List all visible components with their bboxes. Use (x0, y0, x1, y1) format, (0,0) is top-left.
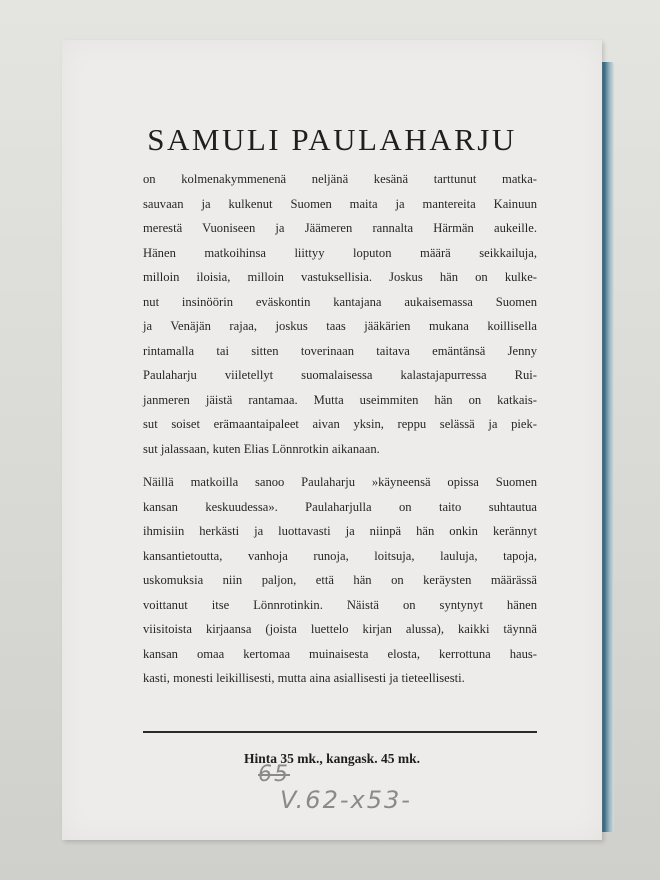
text-line: voittanut itse Lönnrotinkin. Näistä on syntynyt hänen (143, 597, 537, 612)
text-line: kansan keskuudessa». Paulaharjulla on taito suhtautua (143, 499, 537, 514)
pencil-note-code: V.62-x53- (280, 786, 412, 814)
text-line: sut soiset erämaantaipaleet aivan yksin, reppu selässä ja piek- (143, 417, 537, 431)
book-back-cover (62, 40, 602, 840)
text-line: Paulaharju viiletellyt suomalaisessa kalastajapurressa Rui- (143, 368, 537, 382)
text-line: Hänen matkoihinsa liittyy loputon määrä seikkailuja, (143, 245, 537, 260)
text-line: kansan omaa kertomaa muinaisesta elosta, kerrottuna haus- (143, 646, 537, 661)
author-name: SAMULI PAULAHARJU (147, 122, 517, 157)
text-line: viisitoista kirjaansa (joista luettelo kirjan alussa), kaikki täynnä (143, 622, 537, 636)
text-line: kansantietoutta, vanhoja runoja, loitsuja, lauluja, tapoja, (143, 548, 537, 563)
bio-paragraph-2 (143, 470, 537, 691)
text-line: nut insinöörin eväskontin kantajana aukaisemassa Suomen (143, 294, 537, 309)
price-line: Hinta 35 mk., kangask. 45 mk. (244, 751, 420, 766)
text-line: ja Venäjän rajaa, joskus taas jääkärien mukana koillisella (143, 319, 537, 333)
text-line: uskomuksia niin paljon, että hän on keräysten määrässä (143, 573, 537, 587)
text-line: sauvaan ja kulkenut Suomen maita ja mantereita Kainuun (143, 196, 537, 211)
text-line: milloin iloisia, milloin vastuksellisia. Joskus hän on kulke- (143, 270, 537, 284)
text-line: merestä Vuoniseen ja Jäämeren rannalta Härmän aukeille. (143, 221, 537, 235)
text-line: janmeren jäistä rantamaa. Mutta useimmiten hän on katkais- (143, 392, 537, 407)
text-line: ihmisiin herkästi ja luottavasti ja niinpä hän onkin kerännyt (143, 524, 537, 538)
divider-rule (143, 731, 537, 733)
text-line: sut jalassaan, kuten Elias Lönnrotkin aikanaan. (143, 441, 380, 456)
text-line: Näillä matkoilla sanoo Paulaharju »käyneensä opissa Suomen (143, 475, 537, 489)
text-line: on kolmenakymmenenä neljänä kesänä tarttunut matka- (143, 172, 537, 186)
text-line: rintamalla tai sitten toverinaan taitava emäntänsä Jenny (143, 343, 537, 358)
text-line: kasti, monesti leikillisesti, mutta aina asiallisesti ja tieteellisesti. (143, 671, 465, 685)
bio-paragraph-1 (143, 167, 537, 461)
pencil-note-price-old: 65 (258, 762, 290, 787)
